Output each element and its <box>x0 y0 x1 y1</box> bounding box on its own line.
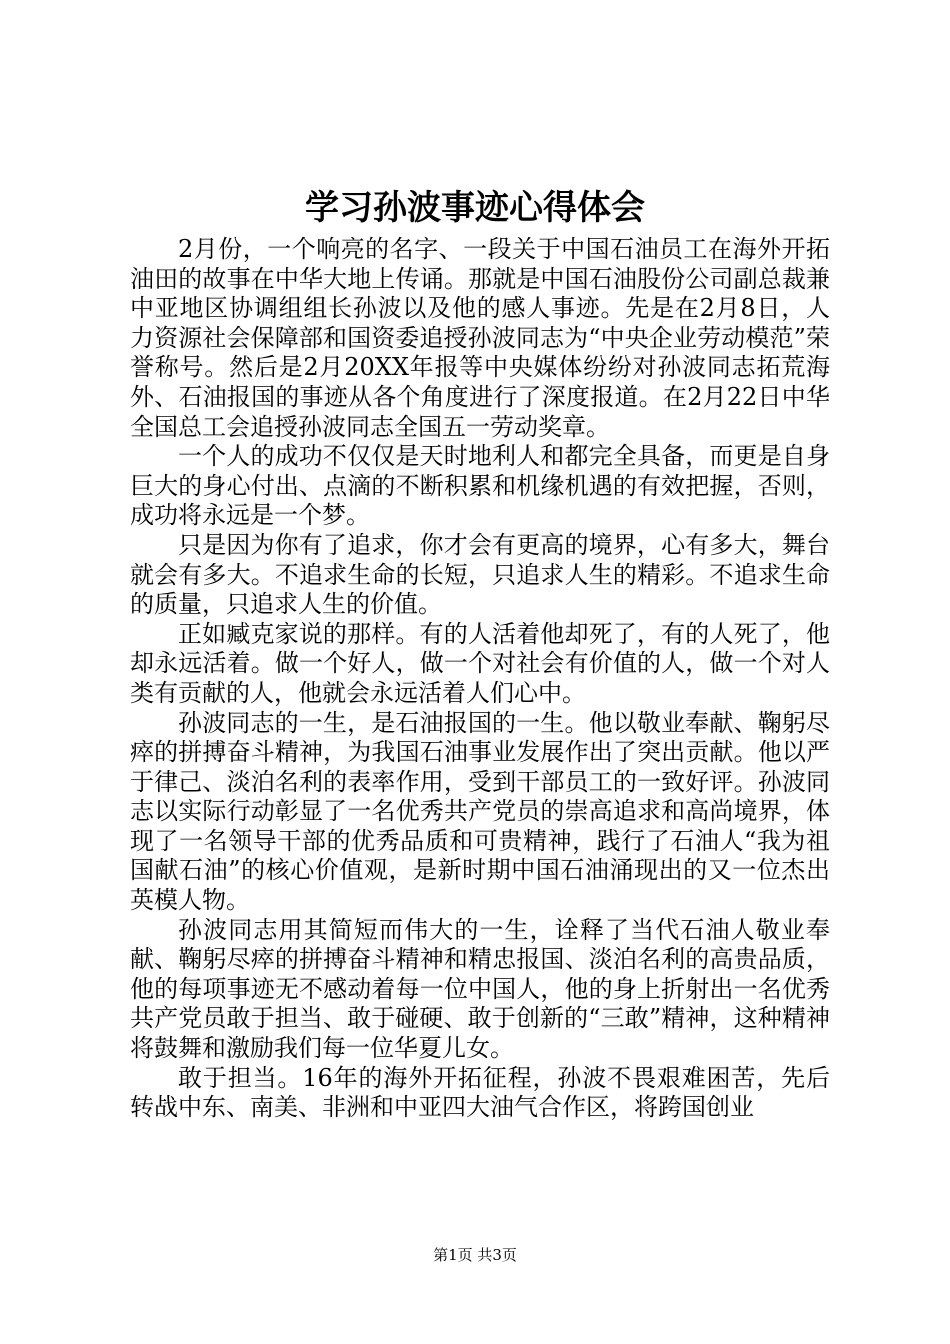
paragraph: 正如臧克家说的那样。有的人活着他却死了，有的人死了，他却永远活着。做一个好人，做一个对社会有价值的人，做一个对人类有贡献的人，他就会永远活着人们心中。 <box>130 619 830 707</box>
page-footer: 第1页 共3页 <box>433 1246 517 1264</box>
paragraph: 孙波同志用其简短而伟大的一生，诠释了当代石油人敬业奉献、鞠躬尽瘁的拼搏奋斗精神和精忠报国、淡泊名利的高贵品质，他的每项事迹无不感动着每一位中国人，他的身上折射出一名优秀共产党员敢于担当、敢于碰硬、敢于创新的“三敢”精神，这种精神将鼓舞和激励我们每一位华夏儿女。 <box>130 915 830 1063</box>
document-title: 学习孙波事迹心得体会 <box>305 188 645 228</box>
document-body <box>130 235 830 1123</box>
paragraph: 敢于担当。16年的海外开拓征程，孙波不畏艰难困苦，先后转战中东、南美、非洲和中亚四大油气合作区，将跨国创业 <box>130 1063 830 1122</box>
paragraph: 只是因为你有了追求，你才会有更高的境界，心有多大，舞台就会有多大。不追求生命的长短，只追求人生的精彩。不追求生命的质量，只追求人生的价值。 <box>130 530 830 619</box>
paragraph: 孙波同志的一生，是石油报国的一生。他以敬业奉献、鞠躬尽瘁的拼搏奋斗精神，为我国石油事业发展作出了突出贡献。他以严于律己、淡泊名利的表率作用，受到干部员工的一致好评。孙波同志以实际行动彰显了一名优秀共产党员的崇高追求和高尚境界，体现了一名领导干部的优秀品质和可贵精神，践行了石油人“我为祖国献石油”的核心价值观，是新时期中国石油涌现出的又一位杰出英模人物。 <box>130 708 830 915</box>
paragraph: 一个人的成功不仅仅是天时地利人和都完全具备，而更是自身巨大的身心付出、点滴的不断积累和机缘机遇的有效把握，否则，成功将永远是一个梦。 <box>130 442 830 530</box>
paragraph: 2月份，一个响亮的名字、一段关于中国石油员工在海外开拓油田的故事在中华大地上传诵。那就是中国石油股份公司副总裁兼中亚地区协调组组长孙波以及他的感人事迹。先是在2月8日，人力资源社会保障部和国资委追授孙波同志为“中央企业劳动模范”荣誉称号。然后是2月20XX年报等中央媒体纷纷对孙波同志拓荒海外、石油报国的事迹从各个角度进行了深度报道。在2月22日中华全国总工会追授孙波同志全国五一劳动奖章。 <box>130 235 830 441</box>
